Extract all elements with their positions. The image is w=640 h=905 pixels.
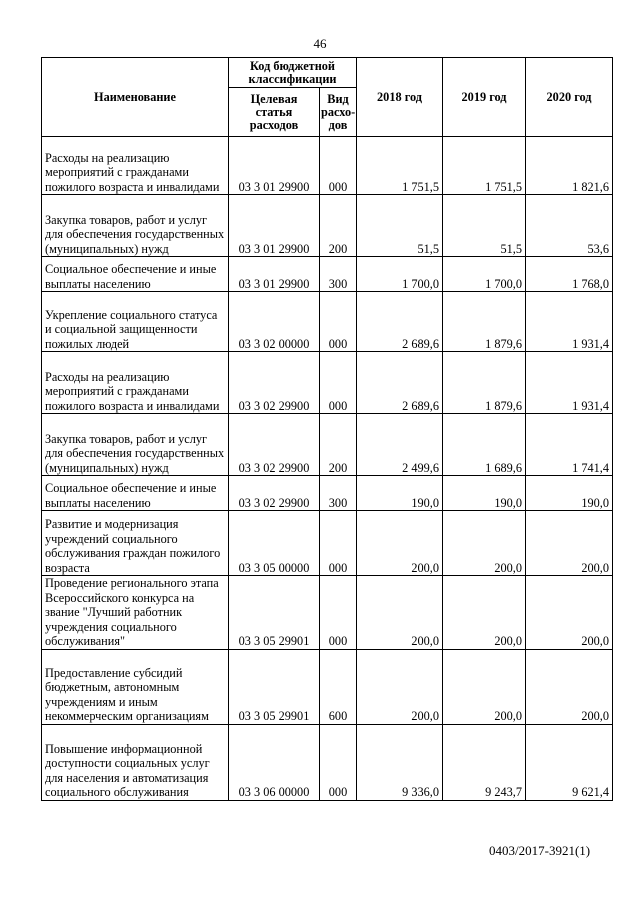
row-value-2019: 9 243,7 [443,724,526,800]
header-2019: 2019 год [443,58,526,137]
row-value-2019: 200,0 [443,649,526,724]
row-target-article: 03 3 02 29900 [229,414,320,476]
header-target-article: Целевая статья расходов [229,88,320,137]
table-row [42,414,613,476]
header-2020: 2020 год [526,58,613,137]
row-target-article: 03 3 06 00000 [229,724,320,800]
row-target-article: 03 3 05 29901 [229,576,320,650]
table-row [42,292,613,352]
budget-table [41,57,613,801]
row-value-2019: 1 879,6 [443,352,526,414]
row-value-2019: 190,0 [443,476,526,511]
row-value-2019: 1 879,6 [443,292,526,352]
header-classification: Код бюджетной классификации [229,58,357,88]
row-value-2020: 53,6 [526,195,613,257]
row-value-2018: 51,5 [357,195,443,257]
row-expense-type: 000 [320,137,357,195]
row-target-article: 03 3 02 00000 [229,292,320,352]
table-row [42,576,613,650]
row-value-2018: 2 689,6 [357,292,443,352]
row-value-2018: 190,0 [357,476,443,511]
row-value-2020: 190,0 [526,476,613,511]
row-name: Повышение информационной доступности социальных услуг для населения и автоматизация социального обслуживания [42,724,229,800]
row-value-2018: 200,0 [357,511,443,576]
row-target-article: 03 3 05 29901 [229,649,320,724]
row-value-2019: 200,0 [443,511,526,576]
row-target-article: 03 3 01 29900 [229,195,320,257]
table-row [42,352,613,414]
table-row [42,137,613,195]
row-name: Расходы на реализацию мероприятий с гражданами пожилого возраста и инвалидами [42,352,229,414]
row-value-2018: 9 336,0 [357,724,443,800]
row-value-2018: 200,0 [357,649,443,724]
row-name: Предоставление субсидий бюджетным, автономным учреждениям и иным некоммерческим организациям [42,649,229,724]
table-row [42,476,613,511]
table-row [42,649,613,724]
row-expense-type: 000 [320,511,357,576]
row-value-2020: 9 621,4 [526,724,613,800]
row-value-2019: 1 751,5 [443,137,526,195]
row-value-2019: 51,5 [443,195,526,257]
row-value-2018: 2 499,6 [357,414,443,476]
row-value-2020: 1 821,6 [526,137,613,195]
row-value-2020: 200,0 [526,576,613,650]
row-name: Расходы на реализацию мероприятий с гражданами пожилого возраста и инвалидами [42,137,229,195]
row-expense-type: 200 [320,195,357,257]
row-expense-type: 600 [320,649,357,724]
row-value-2020: 1 768,0 [526,257,613,292]
row-expense-type: 000 [320,576,357,650]
row-value-2018: 1 700,0 [357,257,443,292]
row-value-2020: 1 931,4 [526,352,613,414]
row-value-2020: 1 931,4 [526,292,613,352]
row-value-2018: 2 689,6 [357,352,443,414]
header-2018: 2018 год [357,58,443,137]
header-name: Наименование [42,58,229,137]
row-expense-type: 300 [320,476,357,511]
row-value-2020: 200,0 [526,649,613,724]
header-expense-type: Вид расхо-дов [320,88,357,137]
row-expense-type: 200 [320,414,357,476]
table-row [42,724,613,800]
page-number: 46 [313,36,327,51]
row-name: Проведение регионального этапа Всероссийского конкурса на звание "Лучший работник учреждения социального обслуживания" [42,576,229,650]
row-target-article: 03 3 01 29900 [229,137,320,195]
row-value-2020: 1 741,4 [526,414,613,476]
row-target-article: 03 3 05 00000 [229,511,320,576]
row-value-2019: 200,0 [443,576,526,650]
row-expense-type: 000 [320,292,357,352]
row-target-article: 03 3 02 29900 [229,352,320,414]
row-name: Закупка товаров, работ и услуг для обеспечения государственных (муниципальных) нужд [42,414,229,476]
row-name: Укрепление социального статуса и социальной защищенности пожилых людей [42,292,229,352]
table-row [42,511,613,576]
row-value-2018: 1 751,5 [357,137,443,195]
row-name: Развитие и модернизация учреждений социального обслуживания граждан пожилого возраста [42,511,229,576]
row-value-2019: 1 689,6 [443,414,526,476]
table-row [42,195,613,257]
row-value-2019: 1 700,0 [443,257,526,292]
row-value-2018: 200,0 [357,576,443,650]
row-name: Закупка товаров, работ и услуг для обеспечения государственных (муниципальных) нужд [42,195,229,257]
row-expense-type: 000 [320,352,357,414]
row-target-article: 03 3 01 29900 [229,257,320,292]
document-code: 0403/2017-3921(1) [489,843,591,858]
row-value-2020: 200,0 [526,511,613,576]
row-expense-type: 000 [320,724,357,800]
row-name: Социальное обеспечение и иные выплаты населению [42,257,229,292]
table-row [42,257,613,292]
row-name: Социальное обеспечение и иные выплаты населению [42,476,229,511]
row-expense-type: 300 [320,257,357,292]
row-target-article: 03 3 02 29900 [229,476,320,511]
